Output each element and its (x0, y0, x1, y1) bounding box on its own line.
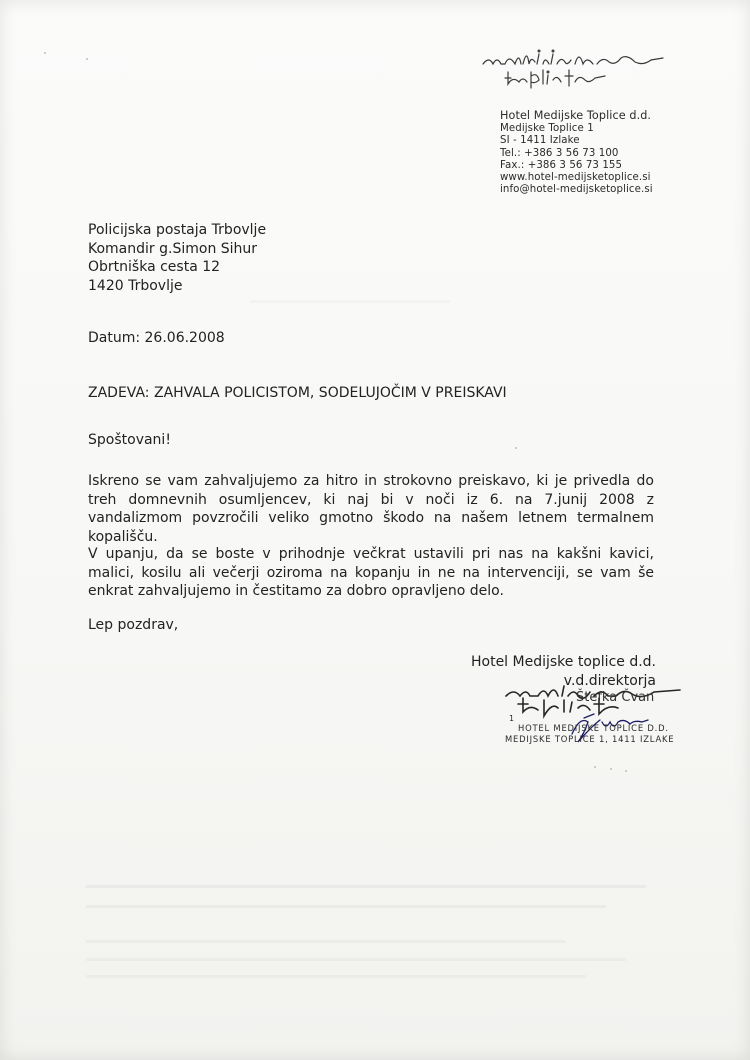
company-address-block (500, 110, 653, 196)
logo-icon (475, 42, 670, 92)
salutation: Spoštovani! (88, 432, 171, 448)
recipient-line-4: 1420 Trbovlje (88, 277, 183, 294)
letter-subject: ZADEVA: ZAHVALA POLICISTOM, SODELUJOČIM V PREISKAVI (88, 385, 507, 401)
stamp-number: 1 (509, 714, 515, 723)
company-web: www.hotel-medijsketoplice.si (500, 172, 651, 184)
body-paragraph-2: V upanju, da se boste v prihodnje večkrat ustavili pri nas na kakšni kavici, malici, kosilu ali večerji oziroma na kopanju in ne na intervenciji, se vam še enkrat zahvaljujemo in čestitamo za dobro opravljeno delo. (88, 546, 654, 599)
signatory-name: Štefka Čvan (576, 690, 655, 705)
company-postal: SI - 1411 Izlake (500, 135, 580, 147)
recipient-line-3: Obrtniška cesta 12 (88, 259, 221, 275)
closing-greeting: Lep pozdrav, (88, 617, 179, 633)
company-street: Medijske Toplice 1 (500, 123, 594, 135)
letter-date: Datum: 26.06.2008 (88, 330, 225, 346)
recipient-line-2: Komandir g.Simon Sihur (88, 240, 258, 257)
signer-title: v.d.direktorja (563, 672, 656, 689)
body-paragraph-1: Iskreno se vam zahvaljujemo za hitro in strokovno preiskavo, ki je privedla do treh domnevnih osumljencev, ki naj bi v noči iz 6. na 7.junij 2008 z vandalizmom povzročili veliko gmotno škodo na našem letnem termalnem kopališču. (88, 473, 654, 545)
stamp-text-line-2: MEDIJSKE TOPLICE 1, 1411 IZLAKE (505, 734, 675, 744)
company-email: info@hotel-medijsketoplice.si (500, 184, 653, 196)
recipient-address (88, 221, 266, 295)
company-fax: Fax.: +386 3 56 73 155 (500, 159, 623, 171)
company-tel: Tel.: +386 3 56 73 100 (500, 147, 619, 159)
company-logo (475, 42, 670, 92)
stamp-text-line-1: HOTEL MEDIJSKE TOPLICE D.D. (518, 723, 669, 733)
signer-company: Hotel Medijske toplice d.d. (470, 654, 656, 670)
recipient-line-1: Policijska postaja Trbovlje (88, 222, 267, 238)
company-name: Hotel Medijske Toplice d.d. (500, 109, 652, 122)
